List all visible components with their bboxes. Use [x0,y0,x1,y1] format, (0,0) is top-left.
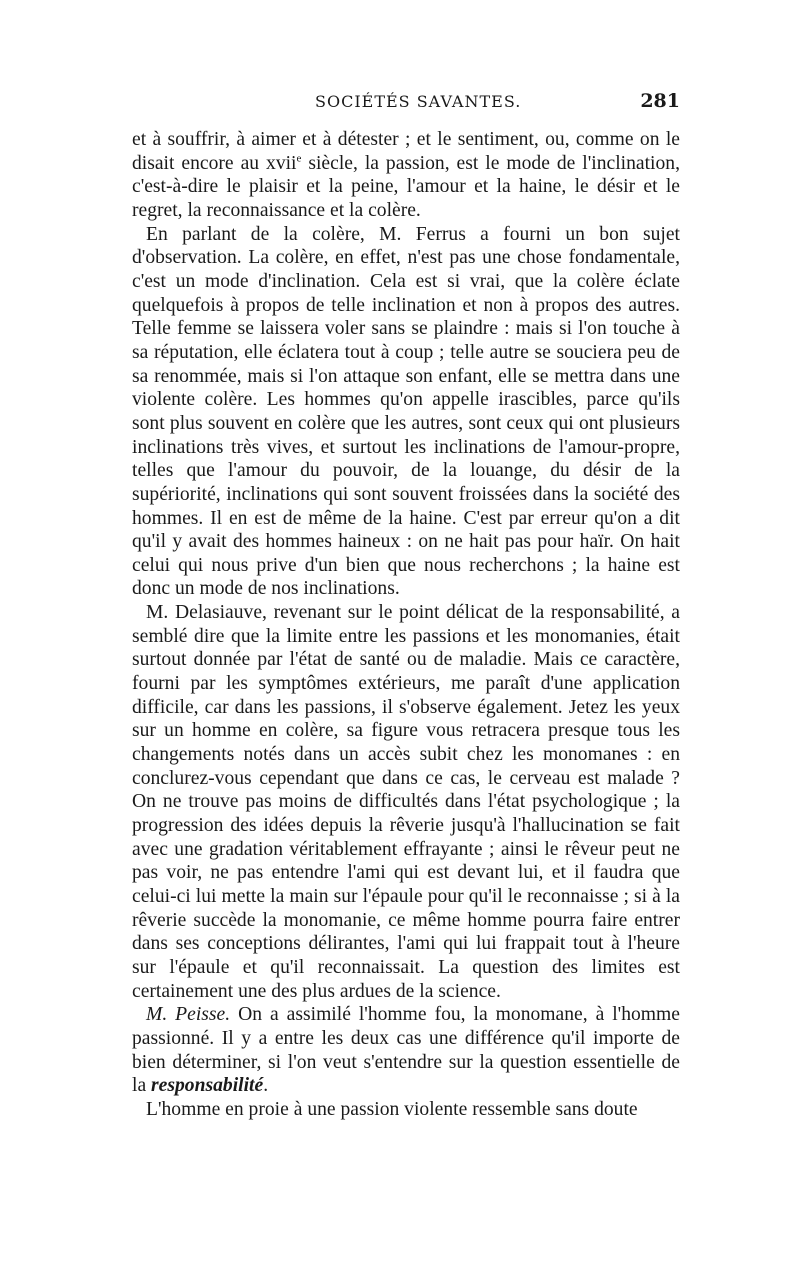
paragraph-text: On a assimilé l'homme fou, la monomane, à l'homme passionné. Il y a entre les deux cas une différence qu'il importe de bien déterminer, si l'on veut s'entendre sur la question essentielle de la [132,1004,680,1097]
emphasized-term: responsabilité [151,1075,264,1097]
running-header [130,92,680,114]
paragraph-ferrus: En parlant de la colère, M. Ferrus a fourni un bon sujet d'observation. La colère, en effet, n'est pas une chose fondamentale, c'est un mode d'inclination. Cela est si vrai, que la colère éclate quelquefois à propos de telle inclination et non à propos des autres. Telle femme se laissera voler sans se plaindre : mais si l'on touche à sa réputation, elle éclatera tout à coup ; telle autre se souciera peu de sa renommée, mais si l'on attaque son enfant, elle se mettra dans une violente colère. Les hommes qu'on appelle irascibles, parce qu'ils sont plus souvent en colère que les autres, sont ceux qui ont plusieurs inclinations très vives, et surtout les inclinations de l'amour-propre, telles que l'amour du pouvoir, de la louange, du désir de la supériorité, inclinations qui sont souvent froissées dans la société des hommes. Il en est de même de la haine. C'est par erreur qu'on a dit qu'il y avait des hommes haineux : on ne hait pas pour haïr. On hait celui qui nous prive d'un bien que nous recherchons ; la haine est donc un mode de nos inclinations. [132,223,680,600]
paragraph-delasiauve: M. Delasiauve, revenant sur le point délicat de la responsabilité, a semblé dire que la limite entre les passions et les monomanies, était surtout donnée par l'état de santé ou de maladie. Mais ce caractère, fourni par les symptômes extérieurs, me paraît d'une application difficile, car dans les passions, il s'observe également. Jetez les yeux sur un homme en colère, sa figure vous retracera presque tous les changements notés dans un accès subit chez les monomanes : en conclurez-vous cependant que dans ce cas, le cerveau est malade ? On ne trouve pas moins de difficultés dans l'état psychologique ; la progression des idées depuis la rêverie jusqu'à l'hallucination se fait avec une gradation véritablement effrayante ; ainsi le rêveur peut ne pas voir, ne pas entendre l'ami qui est devant lui, et il faudra que celui-ci lui mette la main sur l'épaule pour qu'il le reconnaisse ; si à la rêverie succède la monomanie, ce même homme pourra faire entrer dans ses conceptions délirantes, l'ami qui lui frappait tout à l'heure sur l'épaule et qu'il reconnaissait. La question des limites est certainement une des plus ardues de la science. [132,602,680,1002]
page-number: 281 [640,90,680,112]
speaker-name: M. Peisse. [146,1004,231,1026]
paragraph-text: siècle, la passion, est le mode de l'inclination, c'est-à-dire le plaisir et la peine, l'amour et la haine, le désir et le regret, la reconnaissance et la colère. [132,152,680,221]
body-text [132,128,680,1122]
paragraph-end: . [263,1075,269,1097]
paragraph-continuation [132,128,680,223]
running-title: SOCIÉTÉS SAVANTES. [315,92,522,111]
paragraph-text: et à souffrir, à aimer et à détester ; et le sentiment, ou, comme on le disait encore au xvii [132,129,680,174]
paragraph-last: L'homme en proie à une passion violente ressemble sans doute [146,1098,638,1120]
paragraph-peisse [132,1003,680,1098]
superscript: e [296,152,302,165]
